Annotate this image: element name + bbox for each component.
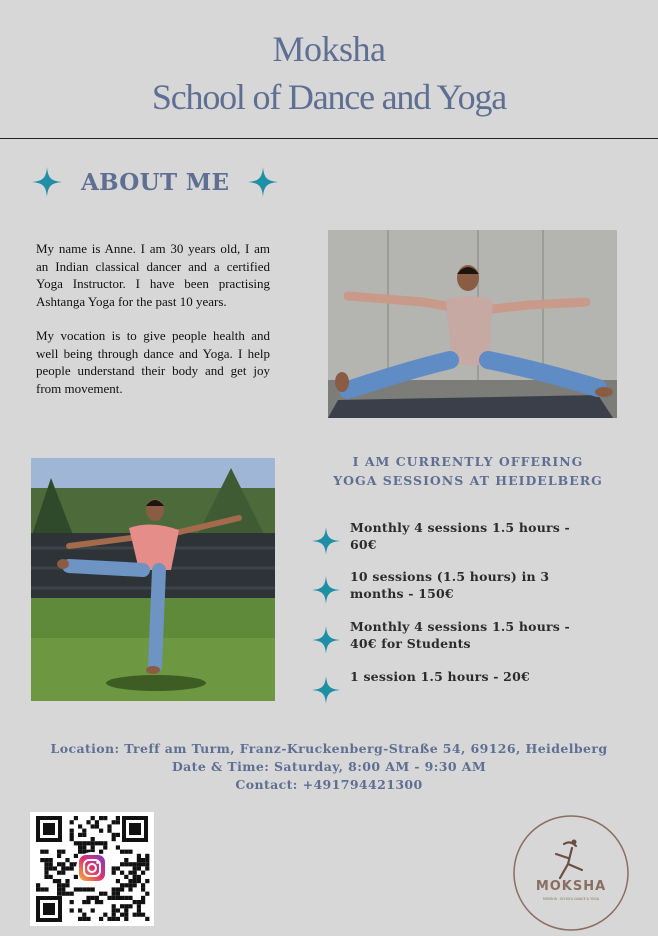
about-title: ABOUT ME (81, 169, 230, 196)
four-point-star-icon (32, 167, 62, 197)
offering-title-line2: YOGA SESSIONS AT HEIDELBERG (333, 473, 603, 488)
contact-text: Contact: +491794421300 (235, 777, 423, 792)
offering-item (312, 568, 612, 612)
bio-paragraph-2: My vocation is to give people health and well being through dance and Yoga. I help people understand their body and get joy from movement. (36, 328, 270, 396)
offering-item-text: Monthly 4 sessions 1.5 hours - 60€ (350, 520, 570, 552)
instagram-icon (76, 852, 108, 884)
offering-item-text: 10 sessions (1.5 hours) in 3 months - 150€ (350, 569, 550, 601)
logo-tagline: MOKSHA · SCHOOL DANCE & YOGA (542, 897, 600, 901)
page-header (0, 0, 658, 138)
offering-item (312, 618, 612, 662)
about-bio (36, 240, 270, 414)
bio-paragraph-1: My name is Anne. I am 30 years old, I am an Indian classical dancer and a certified Yoga Instructor. I have been practising Ashtanga Yoga for the past 10 years. (36, 241, 270, 309)
four-point-star-icon (312, 576, 340, 604)
instagram-qr-code[interactable] (30, 812, 154, 926)
four-point-star-icon (312, 676, 340, 704)
four-point-star-icon (248, 167, 278, 197)
four-point-star-icon (312, 626, 340, 654)
logo-name: MOKSHA (535, 879, 607, 894)
location-text: Location: Treff am Turm, Franz-Kruckenberg-Straße 54, 69126, Heidelberg (50, 741, 608, 756)
offering-title (318, 452, 618, 490)
four-point-star-icon (312, 527, 340, 555)
datetime-text: Date & Time: Saturday, 8:00 AM - 9:30 AM (171, 759, 487, 774)
offering-item (312, 668, 612, 712)
offering-item-text: Monthly 4 sessions 1.5 hours - 40€ for Students (350, 619, 570, 651)
school-name-line2: School of Dance and Yoga (151, 77, 507, 117)
moksha-logo (512, 814, 630, 932)
offering-item (312, 519, 612, 563)
event-info (0, 740, 658, 794)
school-name-line1: Moksha (272, 29, 386, 69)
yoga-photo-splits (328, 230, 617, 418)
qr-code-image (30, 812, 154, 926)
yoga-photo-balance (31, 458, 275, 701)
offering-title-line1: I AM CURRENTLY OFFERING (352, 454, 584, 469)
header-divider (0, 138, 658, 139)
offering-item-text: 1 session 1.5 hours - 20€ (350, 669, 530, 684)
